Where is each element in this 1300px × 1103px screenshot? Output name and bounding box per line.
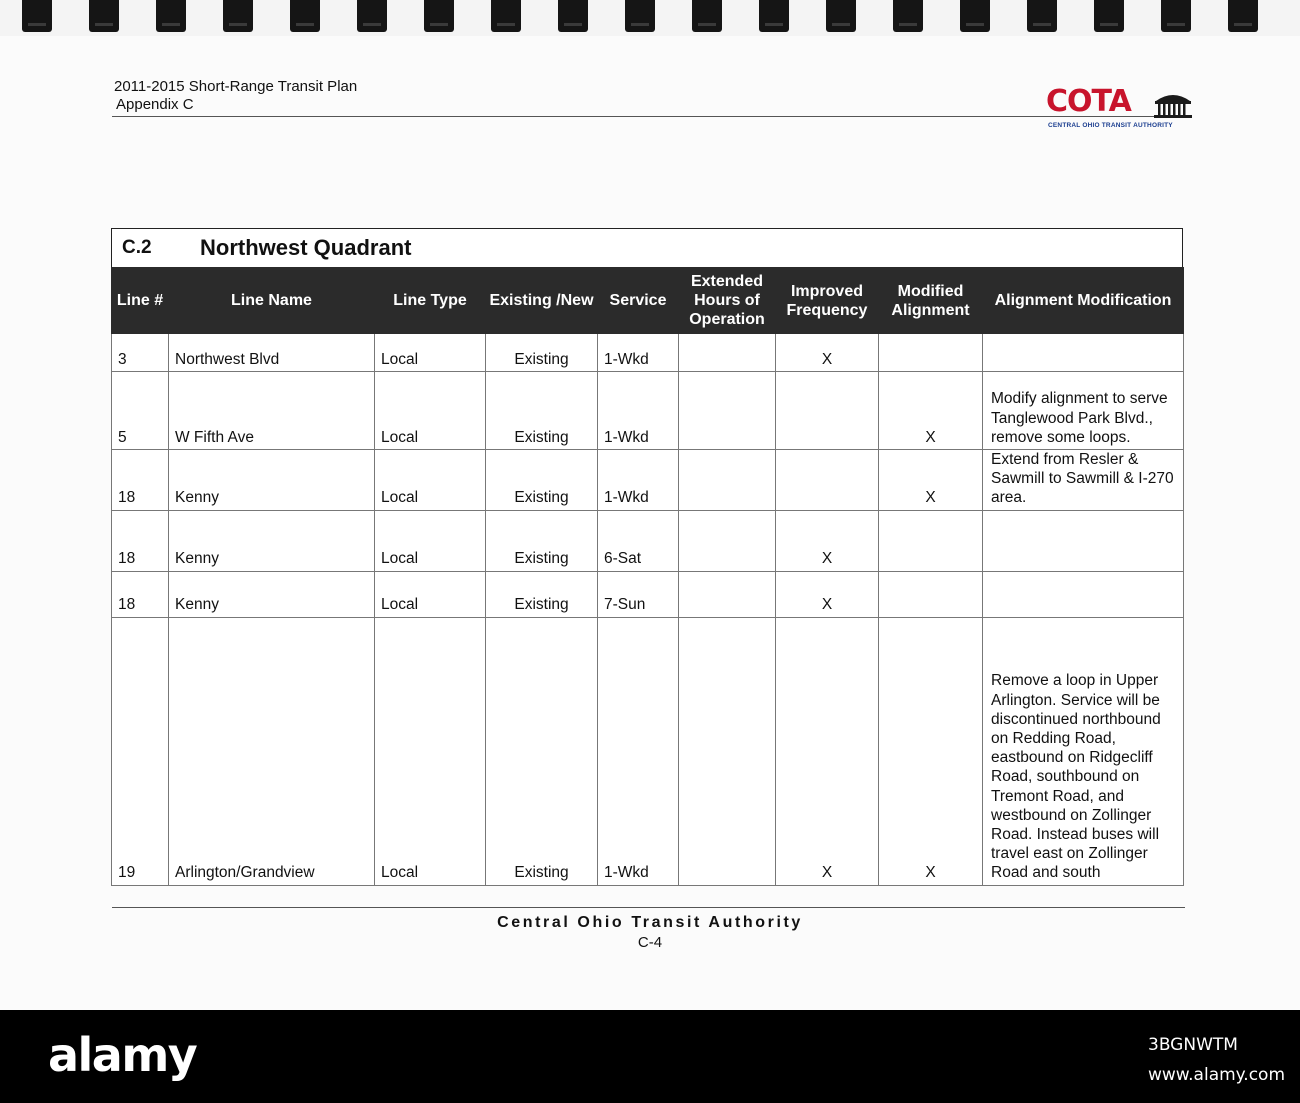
improved-frequency: X (776, 617, 879, 885)
line-name: Kenny (169, 571, 375, 617)
binding-ring (1228, 0, 1258, 32)
existing-new: Existing (486, 450, 598, 511)
line-type: Local (375, 372, 486, 450)
line-type: Local (375, 450, 486, 511)
section-title: Northwest Quadrant (200, 235, 412, 260)
binding-ring (960, 0, 990, 32)
service: 1-Wkd (598, 617, 679, 885)
improved-frequency: X (776, 334, 879, 372)
alignment-modification: Remove a loop in Upper Arlington. Service will be discontinued northbound on Redding Road, eastbound on Ridgecliff Road, southbound on Tremont Road, and westbound on Zollinger Road. Instead buses will travel east on Zollinger Road and south (983, 617, 1184, 885)
section-number: C.2 (122, 237, 152, 258)
table-row (112, 450, 1184, 511)
line-type: Local (375, 571, 486, 617)
alignment-modification: Extend from Resler & Sawmill to Sawmill & I-270 area. (983, 450, 1184, 511)
extended-hours (679, 450, 776, 511)
service: 1-Wkd (598, 450, 679, 511)
section-heading (111, 228, 1183, 267)
existing-new: Existing (486, 617, 598, 885)
image-id: 3BGNWTM (1148, 1035, 1238, 1055)
logo-tagline: CENTRAL OHIO TRANSIT AUTHORITY (1048, 122, 1173, 129)
modified-alignment: X (879, 372, 983, 450)
table-row (112, 617, 1184, 885)
document-title: 2011-2015 Short-Range Transit Plan (114, 78, 358, 95)
improved-frequency: X (776, 510, 879, 571)
line-name: Northwest Blvd (169, 334, 375, 372)
stock-photo-banner (0, 1010, 1300, 1103)
existing-new: Existing (486, 510, 598, 571)
column-header: Existing /New (486, 268, 598, 334)
column-header: Line # (112, 268, 169, 334)
binding-ring (1094, 0, 1124, 32)
line-name: Kenny (169, 450, 375, 511)
binding-ring (357, 0, 387, 32)
table-header-row (112, 268, 1184, 334)
alignment-modification (983, 510, 1184, 571)
alignment-modification (983, 571, 1184, 617)
line-type: Local (375, 334, 486, 372)
modified-alignment: X (879, 617, 983, 885)
line-number: 18 (112, 510, 169, 571)
spiral-binding (0, 0, 1300, 36)
cota-logo (1046, 86, 1196, 136)
column-header: Alignment Modification (983, 268, 1184, 334)
transit-table-block (111, 228, 1183, 886)
line-number: 19 (112, 617, 169, 885)
header-rule (112, 116, 1185, 117)
logo-wordmark: COTA (1046, 84, 1131, 119)
line-number: 18 (112, 450, 169, 511)
column-header: Modified Alignment (879, 268, 983, 334)
improved-frequency (776, 450, 879, 511)
extended-hours (679, 617, 776, 885)
binding-ring (1161, 0, 1191, 32)
binding-ring (692, 0, 722, 32)
binding-ring (1027, 0, 1057, 32)
document-page (0, 36, 1300, 1010)
binding-ring (89, 0, 119, 32)
binding-ring (558, 0, 588, 32)
binding-ring (625, 0, 655, 32)
binding-ring (424, 0, 454, 32)
column-header: Line Name (169, 268, 375, 334)
line-number: 18 (112, 571, 169, 617)
binding-ring (223, 0, 253, 32)
existing-new: Existing (486, 334, 598, 372)
line-name: Kenny (169, 510, 375, 571)
page-number: C-4 (637, 934, 663, 951)
binding-ring (290, 0, 320, 32)
line-name: W Fifth Ave (169, 372, 375, 450)
column-header: Service (598, 268, 679, 334)
binding-ring (826, 0, 856, 32)
extended-hours (679, 372, 776, 450)
binding-ring (759, 0, 789, 32)
extended-hours (679, 510, 776, 571)
route-changes-table (111, 267, 1184, 886)
service: 7-Sun (598, 571, 679, 617)
column-header: Line Type (375, 268, 486, 334)
line-number: 5 (112, 372, 169, 450)
service: 6-Sat (598, 510, 679, 571)
column-header: Extended Hours of Operation (679, 268, 776, 334)
existing-new: Existing (486, 372, 598, 450)
line-name: Arlington/Grandview (169, 617, 375, 885)
table-row (112, 510, 1184, 571)
extended-hours (679, 571, 776, 617)
column-header: Improved Frequency (776, 268, 879, 334)
brand-url: www.alamy.com (1148, 1065, 1286, 1085)
capitol-building-icon (1152, 89, 1194, 119)
table-row (112, 571, 1184, 617)
line-number: 3 (112, 334, 169, 372)
document-subtitle: Appendix C (116, 96, 194, 113)
table-row (112, 372, 1184, 450)
binding-ring (156, 0, 186, 32)
existing-new: Existing (486, 571, 598, 617)
extended-hours (679, 334, 776, 372)
modified-alignment: X (879, 450, 983, 511)
modified-alignment (879, 571, 983, 617)
alignment-modification: Modify alignment to serve Tanglewood Park Blvd., remove some loops. (983, 372, 1184, 450)
brand-logo: alamy (48, 1028, 197, 1082)
service: 1-Wkd (598, 334, 679, 372)
service: 1-Wkd (598, 372, 679, 450)
modified-alignment (879, 334, 983, 372)
table-row (112, 334, 1184, 372)
binding-ring (22, 0, 52, 32)
modified-alignment (879, 510, 983, 571)
line-type: Local (375, 510, 486, 571)
footer-rule (112, 907, 1185, 908)
binding-ring (893, 0, 923, 32)
line-type: Local (375, 617, 486, 885)
improved-frequency (776, 372, 879, 450)
footer-organization: Central Ohio Transit Authority (497, 914, 803, 931)
binding-ring (491, 0, 521, 32)
alignment-modification (983, 334, 1184, 372)
improved-frequency: X (776, 571, 879, 617)
